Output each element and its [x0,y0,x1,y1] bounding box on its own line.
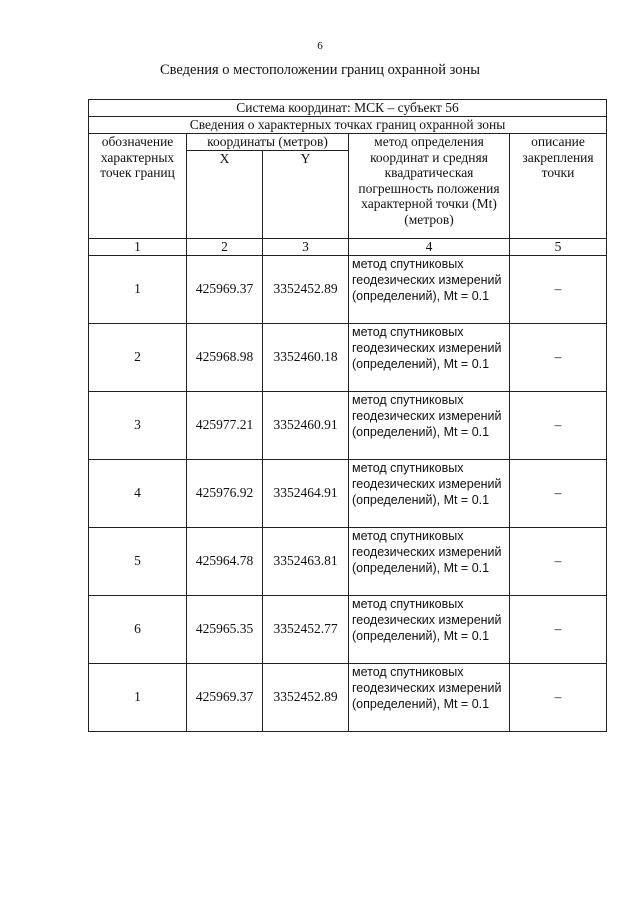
table-row [89,527,607,595]
points-caption-row [89,117,607,134]
header-description: описание закрепления точки [510,134,607,239]
point-id: 3 [89,391,187,459]
y-coordinate: 3352460.18 [263,323,349,391]
x-coordinate: 425968.98 [187,323,263,391]
coordinate-system-row [89,100,607,117]
point-id: 4 [89,459,187,527]
document-title: Сведения о местоположении границ охранной зоны [159,62,480,78]
column-number: 4 [349,239,510,256]
description-cell: – [510,663,607,731]
method-cell: метод спутниковых геодезических измерений (определений), Mt = 0.1 [349,595,510,663]
y-coordinate: 3352463.81 [263,527,349,595]
description-cell: – [510,459,607,527]
header-y: Y [263,151,349,239]
description-cell: – [510,527,607,595]
method-cell: метод спутниковых геодезических измерений (определений), Mt = 0.1 [349,527,510,595]
page-number: 6 [317,40,323,52]
method-cell: метод спутниковых геодезических измерений (определений), Mt = 0.1 [349,391,510,459]
points-caption: Сведения о характерных точках границ охранной зоны [89,117,607,134]
point-id: 1 [89,255,187,323]
table-row [89,391,607,459]
header-designation: обозначение характерных точек границ [89,134,187,239]
table-row [89,459,607,527]
description-cell: – [510,391,607,459]
description-cell: – [510,255,607,323]
table-row [89,255,607,323]
column-number: 1 [89,239,187,256]
x-coordinate: 425969.37 [187,255,263,323]
boundary-points-table [88,99,607,732]
column-number: 5 [510,239,607,256]
x-coordinate: 425965.35 [187,595,263,663]
table-row [89,323,607,391]
x-coordinate: 425969.37 [187,663,263,731]
x-coordinate: 425976.92 [187,459,263,527]
description-cell: – [510,323,607,391]
column-number: 2 [187,239,263,256]
point-id: 1 [89,663,187,731]
table-body [89,100,607,256]
column-number: 3 [263,239,349,256]
header-coordinates: координаты (метров) [187,134,349,151]
table-row [89,663,607,731]
column-numbers-row [89,239,607,256]
y-coordinate: 3352452.77 [263,595,349,663]
x-coordinate: 425964.78 [187,527,263,595]
y-coordinate: 3352452.89 [263,255,349,323]
y-coordinate: 3352460.91 [263,391,349,459]
header-row [89,134,607,151]
point-id: 5 [89,527,187,595]
method-cell: метод спутниковых геодезических измерений (определений), Mt = 0.1 [349,323,510,391]
point-id: 6 [89,595,187,663]
coordinate-system-caption: Система координат: МСК – субъект 56 [89,100,607,117]
y-coordinate: 3352452.89 [263,663,349,731]
description-cell: – [510,595,607,663]
method-cell: метод спутниковых геодезических измерений (определений), Mt = 0.1 [349,459,510,527]
table-row [89,595,607,663]
data-rows [89,255,607,731]
header-method: метод определения координат и средняя квадратическая погрешность положения характерной точки (Mt) (метров) [349,134,510,239]
y-coordinate: 3352464.91 [263,459,349,527]
method-cell: метод спутниковых геодезических измерений (определений), Mt = 0.1 [349,255,510,323]
point-id: 2 [89,323,187,391]
header-x: X [187,151,263,239]
x-coordinate: 425977.21 [187,391,263,459]
method-cell: метод спутниковых геодезических измерений (определений), Mt = 0.1 [349,663,510,731]
